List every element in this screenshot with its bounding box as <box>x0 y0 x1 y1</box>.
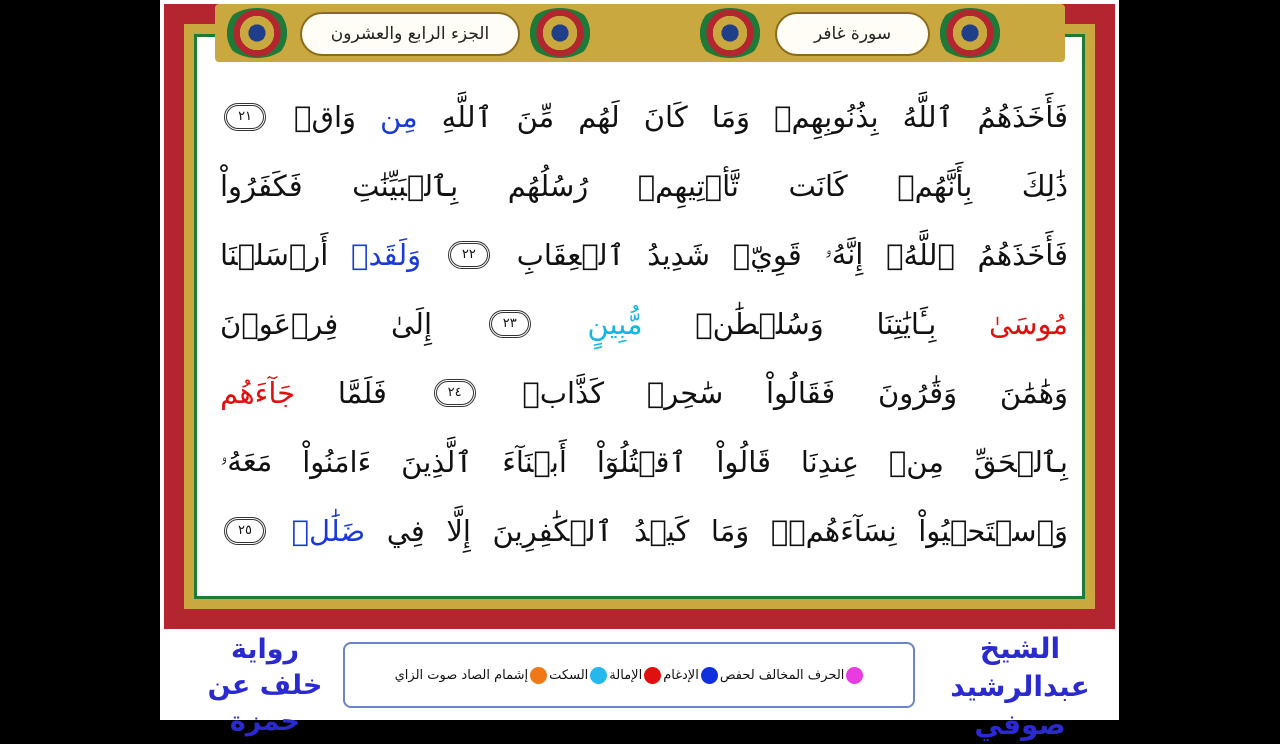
juz-title: الجزء الرابع والعشرون <box>300 12 520 56</box>
verse-word: فِي <box>386 513 425 548</box>
legend-label: الإمالة <box>609 667 643 683</box>
verse-word: بِـَٔايَٰتِنَا <box>876 306 937 341</box>
riwaya-line: خلف عن حمزة <box>207 670 323 737</box>
verse-word: فَأَخَذَهُمُ <box>977 237 1068 272</box>
legend-item <box>720 667 864 684</box>
legend-color-dot <box>590 667 607 684</box>
legend-label: الإدغام <box>663 667 699 683</box>
page-footer <box>160 630 1119 741</box>
verse-line <box>220 496 1068 565</box>
legend-item <box>395 667 548 684</box>
verse-word: سَٰحِرٞ <box>646 375 724 410</box>
riwaya-label <box>190 632 340 740</box>
verse-word: ضَلَٰلٖ <box>291 513 366 548</box>
verse-word: كَيۡدُ <box>634 513 690 548</box>
legend-item <box>609 667 661 684</box>
ayah-number-marker: ٢٢ <box>448 241 490 269</box>
verse-word: نِسَآءَهُمۡۚ <box>770 513 897 548</box>
verse-word: مُّبِينٍ <box>587 306 643 341</box>
legend-label: السكت <box>549 667 589 683</box>
verse-word: بِذُنُوبِهِمۡ <box>774 99 879 134</box>
ornament-icon <box>935 8 1005 58</box>
verse-word: بِأَنَّهُمۡ <box>897 168 973 203</box>
verse-word: وَهَٰمَٰنَ <box>999 375 1068 410</box>
verse-word: كَانَت <box>788 168 848 203</box>
ayah-number-marker: ٢١ <box>224 103 266 131</box>
verse-text <box>220 82 1068 572</box>
verse-word: فَقَالُواْ <box>766 375 836 410</box>
legend-color-dot <box>701 667 718 684</box>
ayah-number-marker: ٢٥ <box>224 517 266 545</box>
legend-item <box>549 667 607 684</box>
verse-word: قَوِيّٞ <box>732 237 802 272</box>
verse-word: مُوسَىٰ <box>989 306 1068 341</box>
riwaya-line: رواية <box>230 634 300 665</box>
legend-color-dot <box>530 667 547 684</box>
legend-color-dot <box>846 667 863 684</box>
verse-word: ٱللَّهُۚ <box>886 237 955 272</box>
verse-word: مِن <box>380 99 418 134</box>
reciter-name: عبدالرشيد صوفي <box>950 670 1090 741</box>
verse-word: إِلَىٰ <box>390 306 433 341</box>
verse-word: ٱلَّذِينَ <box>401 444 473 479</box>
verse-word: شَدِيدُ <box>647 237 711 272</box>
verse-word: وَمَا <box>710 513 750 548</box>
surah-title: سورة غافر <box>775 12 930 56</box>
verse-word: ٱلۡعِقَابِ <box>516 237 625 272</box>
verse-line <box>220 358 1068 427</box>
ornament-icon <box>222 8 292 58</box>
verse-word: فِرۡعَوۡنَ <box>220 306 339 341</box>
verse-word: أَرۡسَلۡنَا <box>220 237 329 272</box>
verse-word: وَسُلۡطَٰنٖ <box>695 306 824 341</box>
verse-word: مِنۡ <box>888 444 944 479</box>
verse-word: ٱللَّهِ <box>441 99 493 134</box>
verse-word: ءَامَنُواْ <box>302 444 372 479</box>
verse-word: بِٱلۡحَقِّ <box>973 444 1068 479</box>
verse-word: ٱللَّهُ <box>902 99 954 134</box>
verse-line <box>220 427 1068 496</box>
verse-word: كَانَ <box>643 99 688 134</box>
verse-word: عِندِنَا <box>800 444 860 479</box>
legend-color-dot <box>644 667 661 684</box>
verse-line <box>220 151 1068 220</box>
legend-item <box>663 667 718 684</box>
verse-word: إِنَّهُۥ <box>824 237 864 271</box>
verse-word: لَهُم <box>578 99 620 134</box>
reciter-title: الشيخ <box>979 632 1061 665</box>
verse-word: مَعَهُۥ <box>220 444 273 478</box>
verse-word: وَلَقَدۡ <box>351 237 422 272</box>
verse-word: فَكَفَرُواْ <box>220 168 303 203</box>
ayah-number-marker: ٢٣ <box>489 310 531 338</box>
verse-word: فَأَخَذَهُمُ <box>977 99 1068 134</box>
verse-word: بِٱلۡبَيِّنَٰتِ <box>352 168 459 203</box>
verse-word: كَذَّابٞ <box>522 375 605 410</box>
ornament-icon <box>525 8 595 58</box>
verse-word: تَّأۡتِيهِمۡ <box>637 168 739 203</box>
verse-word: فَلَمَّا <box>337 375 387 410</box>
verse-word: مِّنَ <box>516 99 555 134</box>
verse-line <box>220 289 1068 358</box>
verse-word: إِلَّا <box>446 513 471 548</box>
verse-word: وَاقٖ <box>294 99 357 134</box>
legend-label: الحرف المخالف لحفص <box>719 667 845 683</box>
verse-word: وَٱسۡتَحۡيُواْ <box>918 513 1068 548</box>
ayah-number-marker: ٢٤ <box>434 379 476 407</box>
verse-word: وَقَٰرُونَ <box>877 375 958 410</box>
verse-word: رُسُلُهُم <box>507 168 589 203</box>
verse-line <box>220 220 1068 289</box>
mushaf-page <box>160 0 1119 741</box>
verse-word: قَالُواْ <box>716 444 771 479</box>
verse-word: ٱلۡكَٰفِرِينَ <box>492 513 613 548</box>
legend-label: إشمام الصاد صوت الزاي <box>394 667 529 683</box>
verse-word: أَبۡنَآءَ <box>502 444 567 479</box>
verse-line <box>220 82 1068 151</box>
verse-word: جَآءَهُم <box>220 375 296 410</box>
reciter-label <box>920 630 1120 744</box>
verse-word: ذَٰلِكَ <box>1021 168 1068 203</box>
verse-word: ٱقۡتُلُوٓاْ <box>596 444 687 479</box>
color-legend <box>343 642 915 708</box>
verse-word: وَمَا <box>711 99 751 134</box>
ornament-icon <box>695 8 765 58</box>
